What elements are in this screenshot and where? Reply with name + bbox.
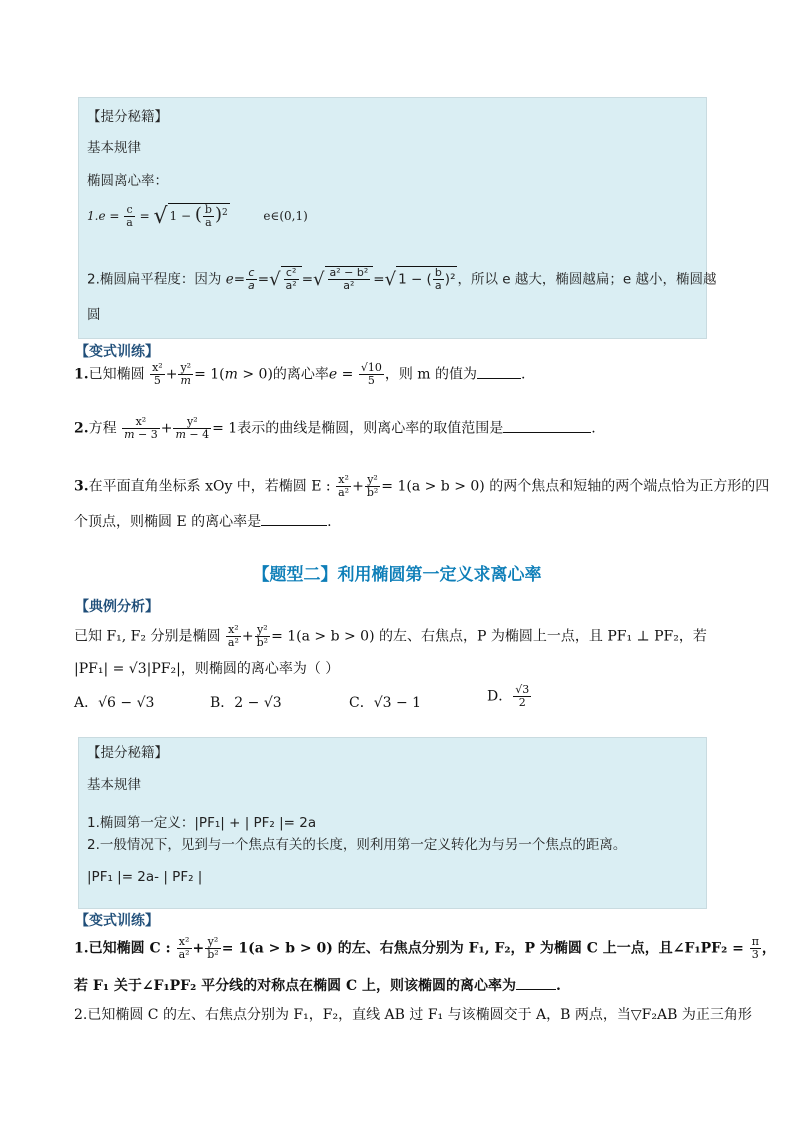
q3-text-a: 在平面直角坐标系 xOy 中，若椭圆 E : (88, 478, 331, 495)
q1-end: . (521, 366, 526, 383)
line2-prefix: 2.椭圆扁平程度：因为 (87, 271, 222, 288)
tip-box-2-line2: 2.一般情况下，见到与一个焦点有关的长度，则利用第一定义转化为与另一个焦点的距离。 (87, 837, 627, 853)
example-label: 【典例分析】 (75, 599, 159, 615)
q3-line2-text: 个顶点，则椭圆 E 的离心率是 (74, 514, 262, 530)
variant1-q3-line2 (74, 511, 332, 531)
v2-q1-line2-text: 若 F₁ 关于∠F₁PF₂ 平分线的对称点在椭圆 C 上，则该椭圆的离心率为 (74, 978, 516, 994)
v2-q1-b: = 1(a > b > 0) 的左、右焦点分别为 F₁, F₂，P 为椭圆 C 上一点，且∠F₁PF₂ = (221, 940, 744, 957)
v2-q1-a: 1.已知椭圆 C : (74, 940, 171, 957)
option-d[interactable]: D． $\frac{√3}{2}$ (487, 683, 530, 709)
option-d-label: D． (487, 688, 513, 705)
tip-box-2-subtitle: 基本规律 (87, 777, 141, 793)
variant-label-1: 【变式训练】 (75, 344, 159, 360)
q1-text-b: 的离心率 (272, 366, 329, 383)
section-heading: 【题型二】利用椭圆第一定义求离心率 (252, 565, 542, 585)
variant-label-2: 【变式训练】 (75, 913, 159, 929)
q2-end: . (591, 420, 596, 437)
tip-box-2-line3: |PF₁ |= 2a- | PF₂ | (87, 869, 203, 885)
q2-text-a: 方程 (88, 420, 117, 437)
variant1-q1: 1.已知椭圆 $\frac{\text{x²}}{5}$ + $\frac{\text{y²}}{m}$ = 1(m > 0)的离心率e = $\frac{√10}{5}$ ，则 m 的值为 . (74, 361, 526, 387)
formula-prefix: 1.e = (87, 209, 120, 223)
q3-end: . (327, 514, 332, 530)
v2-q1-end: ， (761, 940, 776, 957)
example-line1-b: = 1(a > b > 0) 的左、右焦点，P 为椭圆上一点，且 PF₁ ⊥ PF₂，若 (271, 628, 707, 645)
answer-blank[interactable] (503, 420, 591, 433)
answer-blank[interactable] (261, 513, 327, 526)
tip-box-1-line2-wrap: 圆 (87, 307, 101, 323)
example-line1: 已知 F₁, F₂ 分别是椭圆 $\frac{\text{x²}}{\text{a²}}$ + $\frac{\text{y²}}{\text{b²}}$ = 1(a > b > 0) 的左、右焦点，P 为椭圆上一点，且 PF₁ ⊥ PF₂，若 (74, 623, 707, 649)
tip-box-2-title: 【提分秘籍】 (87, 745, 168, 761)
variant2-q1-line2 (74, 975, 561, 995)
answer-blank[interactable] (477, 366, 521, 379)
tip-box-1-line1: 椭圆离心率： (87, 173, 168, 189)
variant2-q2: 2.已知椭圆 C 的左、右焦点分别为 F₁，F₂，直线 AB 过 F₁ 与该椭圆交于 A，B 两点，当▽F₂AB 为正三角形 (74, 1007, 752, 1023)
q1-text-a: 已知椭圆 (88, 366, 145, 383)
variant2-q1: 1.已知椭圆 C : $\frac{\text{x²}}{\text{a²}}$ + $\frac{\text{y²}}{\text{b²}}$ = 1(a > b > 0) 的左、右焦点分别为 F₁, F₂，P 为椭圆 C 上一点，且∠F₁PF₂ = $\frac{\pi}{3}$ ， (74, 935, 776, 961)
tip-box-1-title: 【提分秘籍】 (87, 109, 168, 125)
frac-c-over-a: $\frac{c}{a}$ (126, 203, 133, 229)
range-text: e∈(0,1) (263, 209, 308, 223)
eccentricity-formula: 1.e = $\frac{c}{a}$ = √ 1 − ( $\frac{b}{a}$ )$^2$ e∈(0,1) (87, 203, 308, 229)
example-line1-a: 已知 F₁, F₂ 分别是椭圆 (74, 628, 221, 645)
q3-text-b: = 1(a > b > 0) 的两个焦点和短轴的两个端点恰为正方形的四 (381, 478, 770, 495)
option-a[interactable]: A．√6 − √3 (74, 695, 155, 711)
q2-text-b: = 1表示的曲线是椭圆，则离心率的取值范围是 (212, 420, 504, 437)
line2-suffix: ，所以 e 越大，椭圆越扁；e 越小，椭圆越 (457, 271, 717, 288)
q2-number: 2. (74, 420, 89, 437)
option-b[interactable]: B．2 − √3 (210, 695, 282, 711)
example-line2: |PF₁| = √3|PF₂|，则椭圆的离心率为（ ） (74, 661, 340, 677)
variant1-q2: 2.方程 $\frac{\text{x²}}{m - 3}$ + $\frac{\text{y²}}{m - 4}$ = 1表示的曲线是椭圆，则离心率的取值范围是 . (74, 415, 596, 441)
option-c[interactable]: C．√3 − 1 (349, 695, 422, 711)
tip-box-1-subtitle: 基本规律 (87, 140, 141, 156)
answer-blank[interactable] (516, 977, 556, 990)
variant1-q3: 3.在平面直角坐标系 xOy 中，若椭圆 E : $\frac{\text{x²}}{\text{a²}}$ + $\frac{\text{y²}}{\text{b²}}$ = 1(a > b > 0) 的两个焦点和短轴的两个端点恰为正方形的四 (74, 473, 770, 499)
q1-number: 1. (74, 366, 89, 383)
q1-text-c: ，则 m 的值为 (384, 366, 478, 383)
q3-number: 3. (74, 478, 89, 495)
v2-q1-line2-end: . (555, 978, 561, 994)
tip-box-1-line2: 2.椭圆扁平程度：因为 e= $\frac{c}{a}$ =√ $\frac{\text{c²}}{\text{a²}}$ =√ $\frac{\text{a² − b²}}{\text{a²}}$ =√ 1 − ( $\frac{b}{a}$ )² ，所以 e 越大，椭圆越扁；e 越小，椭圆越 (87, 266, 717, 292)
tip-box-2-line1: 1.椭圆第一定义：|PF₁| + | PF₂ |= 2a (87, 815, 317, 831)
